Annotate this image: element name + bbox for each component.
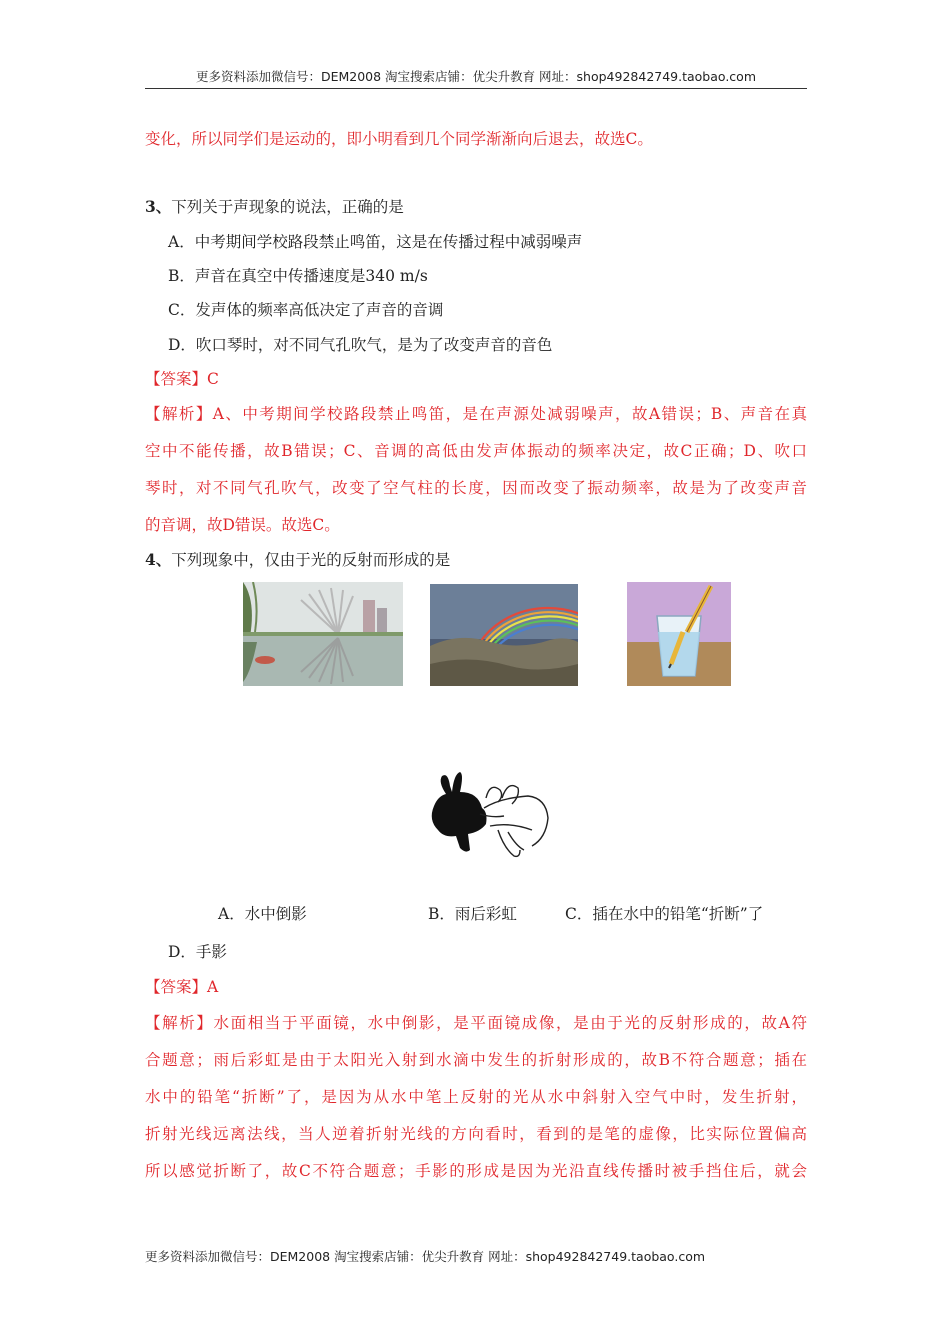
q3-analysis-line: 空中不能传播，故B错误；C、音调的高低由发声体振动的频率决定，故C正确；D、吹口	[145, 442, 807, 460]
q3-analysis-line: 琴时，对不同气孔吹气，改变了空气柱的长度，因而改变了振动频率，故是为了改变声音	[145, 479, 807, 497]
previous-analysis-tail: 变化，所以同学们是运动的，即小明看到几个同学渐渐向后退去，故选C。	[145, 130, 653, 148]
q4-analysis-line: 所以感觉折断了，故C不符合题意；手影的形成是因为光沿直线传播时被手挡住后，就会	[145, 1162, 807, 1180]
question-4	[145, 550, 807, 570]
hand-shadow-image	[420, 768, 554, 864]
q3-answer: 【答案】C	[145, 370, 219, 388]
q4-analysis-line: 折射光线远离法线，当人逆着折射光线的方向看时，看到的是笔的虚像，比实际位置偏高	[145, 1125, 807, 1143]
q4-option-d: D．手影	[168, 943, 227, 961]
q4-analysis-line: 合题意；雨后彩虹是由于太阳光入射到水滴中发生的折射形成的，故B不符合题意；插在	[145, 1051, 807, 1069]
q4-analysis-line: 【解析】水面相当于平面镜，水中倒影，是平面镜成像，是由于光的反射形成的，故A符	[145, 1014, 807, 1032]
q3-option-a: A．中考期间学校路段禁止鸣笛，这是在传播过程中减弱噪声	[168, 233, 583, 251]
question-4-stem: 下列现象中，仅由于光的反射而形成的是	[171, 551, 451, 569]
q3-option-b: B．声音在真空中传播速度是340 m/s	[168, 267, 428, 285]
q4-option-b: B．雨后彩虹	[428, 905, 517, 923]
q4-option-c: C．插在水中的铅笔“折断”了	[565, 905, 764, 923]
question-3-number: 3、	[145, 197, 172, 216]
q4-analysis-line: 水中的铅笔“折断”了，是因为从水中笔上反射的光从水中斜射入空气中时，发生折射，	[145, 1088, 807, 1106]
question-4-number: 4、	[145, 550, 172, 569]
water-reflection-image	[243, 582, 403, 686]
page-footer: 更多资料添加微信号：DEM2008 淘宝搜索店铺：优尖升教育 网址：shop492842749.taobao.com	[145, 1249, 706, 1264]
q3-analysis-line: 【解析】A、中考期间学校路段禁止鸣笛，是在声源处减弱噪声，故A错误；B、声音在真	[145, 405, 807, 423]
pencil-in-water-image	[627, 582, 731, 686]
page-header: 更多资料添加微信号：DEM2008 淘宝搜索店铺：优尖升教育 网址：shop492842749.taobao.com	[145, 66, 807, 89]
q4-options-row	[145, 904, 807, 926]
q3-analysis-line: 的音调，故D错误。故选C。	[145, 516, 340, 534]
question-3-stem: 下列关于声现象的说法，正确的是	[171, 198, 404, 216]
q4-answer: 【答案】A	[145, 978, 219, 996]
question-3	[145, 197, 807, 217]
rainbow-image	[430, 584, 578, 686]
q4-option-a: A．水中倒影	[218, 905, 307, 923]
q3-option-d: D．吹口琴时，对不同气孔吹气，是为了改变声音的音色	[168, 336, 553, 354]
q3-option-c: C．发声体的频率高低决定了声音的音调	[168, 301, 444, 319]
